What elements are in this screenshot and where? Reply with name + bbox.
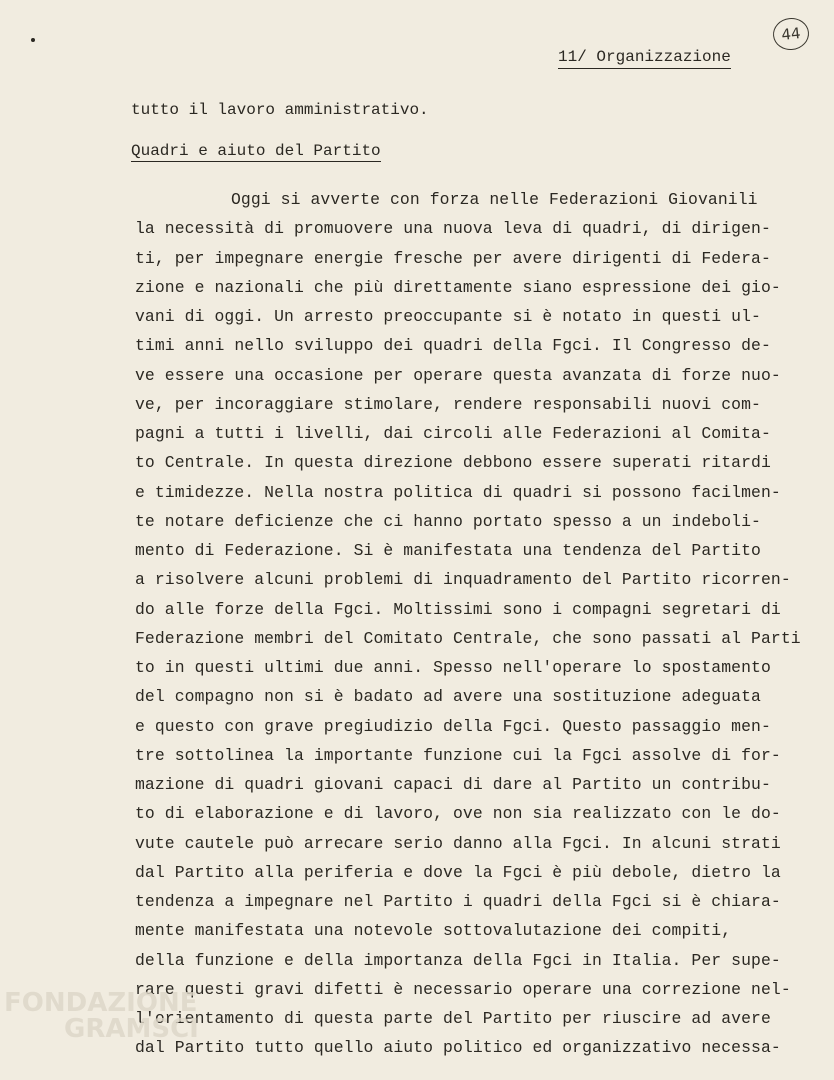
body-line: rare questi gravi difetti è necessario operare una correzione nel- [135,980,791,999]
body-line: pagni a tutti i livelli, dai circoli alle Federazioni al Comita- [135,424,771,443]
body-line: Federazione membri del Comitato Centrale, che sono passati al Parti [135,629,801,648]
body-line: della funzione e della importanza della Fgci in Italia. Per supe- [135,951,781,970]
section-title: Quadri e aiuto del Partito [131,142,381,160]
body-line: mazione di quadri giovani capaci di dare al Partito un contribu- [135,775,771,794]
body-line: ve, per incoraggiare stimolare, rendere responsabili nuovi com- [135,395,761,414]
body-line: del compagno non si è badato ad avere una sostituzione adeguata [135,687,761,706]
body-line: to in questi ultimi due anni. Spesso nell'operare lo spostamento [135,658,771,677]
body-line: vute cautele può arrecare serio danno alla Fgci. In alcuni strati [135,834,781,853]
body-line: a risolvere alcuni problemi di inquadramento del Partito ricorren- [135,570,791,589]
body-line: dal Partito tutto quello aiuto politico ed organizzativo necessa- [135,1038,781,1057]
body-line: ti, per impegnare energie fresche per avere dirigenti di Federa- [135,249,771,268]
body-line: dal Partito alla periferia e dove la Fgci è più debole, dietro la [135,863,781,882]
intro-line: tutto il lavoro amministrativo. [131,101,429,119]
body-line: e timidezze. Nella nostra politica di quadri si possono facilmen- [135,483,781,502]
page-number-stamp: 44 [771,16,810,52]
body-line: ve essere una occasione per operare questa avanzata di forze nuo- [135,366,781,385]
body-line: do alle forze della Fgci. Moltissimi sono i compagni segretari di [135,600,781,619]
body-line: Oggi si avverte con forza nelle Federazioni Giovanili [231,190,758,209]
body-line: vani di oggi. Un arresto preoccupante si è notato in questi ul- [135,307,761,326]
body-line: la necessità di promuovere una nuova leva di quadri, di dirigen- [135,219,771,238]
body-line: mento di Federazione. Si è manifestata una tendenza del Partito [135,541,761,560]
body-line: zione e nazionali che più direttamente siano espressione dei gio- [135,278,781,297]
body-line: tendenza a impegnare nel Partito i quadri della Fgci si è chiara- [135,892,781,911]
archive-watermark [4,990,199,1042]
watermark-line: FONDAZIONE [4,988,198,1018]
body-line: te notare deficienze che ci hanno portato spesso a un indeboli- [135,512,761,531]
body-line: to Centrale. In questa direzione debbono essere superati ritardi [135,453,771,472]
section-header: 11/ Organizzazione [558,48,731,69]
body-line: e questo con grave pregiudizio della Fgci. Questo passaggio men- [135,717,771,736]
body-line: to di elaborazione e di lavoro, ove non sia realizzato con le do- [135,804,781,823]
ink-dot [31,38,35,42]
body-line: mente manifestata una notevole sottovalutazione dei compiti, [135,921,732,940]
body-line: timi anni nello sviluppo dei quadri della Fgci. Il Congresso de- [135,336,771,355]
body-line: l'orientamento di questa parte del Partito per riuscire ad avere [135,1009,771,1028]
watermark-line: GRAMSCI [64,1014,199,1044]
body-line: tre sottolinea la importante funzione cui la Fgci assolve di for- [135,746,781,765]
